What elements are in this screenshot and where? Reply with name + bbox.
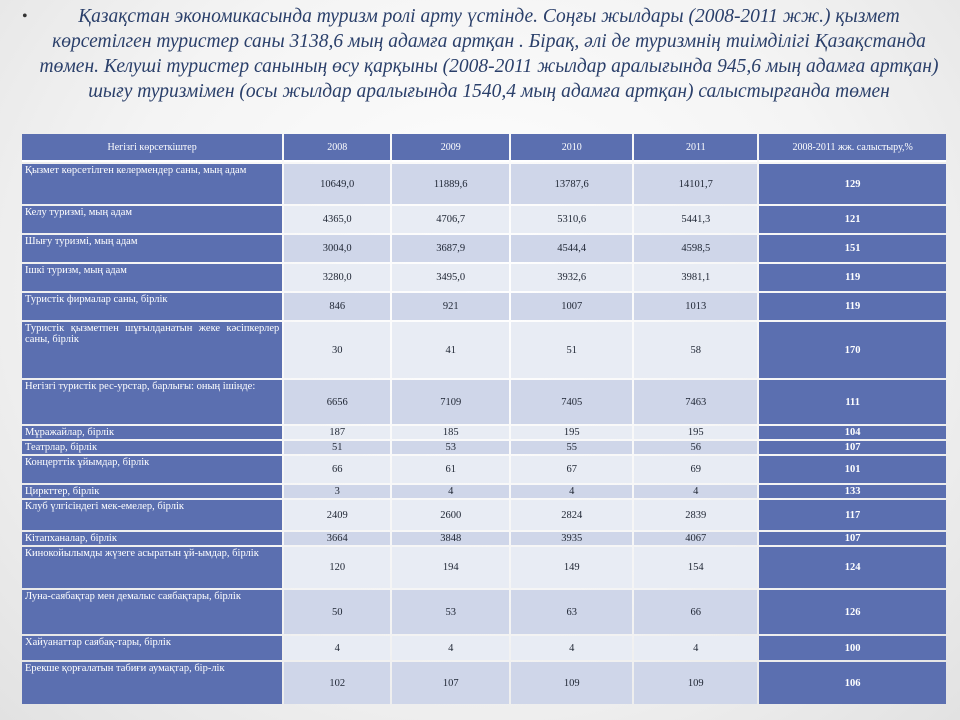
cell-year-2011: 4598,5 — [634, 235, 757, 262]
cell-comparison-percent: 119 — [759, 293, 946, 320]
row-label: Концерттік ұйымдар, бірлік — [22, 456, 282, 483]
table-row — [22, 426, 946, 439]
cell-year-2009: 3848 — [392, 532, 509, 545]
cell-year-2008: 10649,0 — [284, 164, 390, 204]
table-row — [22, 590, 946, 634]
cell-year-2008: 66 — [284, 456, 390, 483]
cell-comparison-percent: 107 — [759, 532, 946, 545]
cell-year-2008: 50 — [284, 590, 390, 634]
cell-year-2010: 2824 — [511, 500, 632, 530]
table-row — [22, 485, 946, 498]
table-row — [22, 235, 946, 262]
cell-year-2010: 4 — [511, 485, 632, 498]
table-row — [22, 547, 946, 588]
table-row — [22, 164, 946, 204]
row-label: Ерекше қорғалатын табиғи аумақтар, бір-лік — [22, 662, 282, 704]
cell-year-2009: 3687,9 — [392, 235, 509, 262]
cell-comparison-percent: 124 — [759, 547, 946, 588]
cell-year-2011: 5441,3 — [634, 206, 757, 233]
cell-comparison-percent: 119 — [759, 264, 946, 291]
cell-year-2011: 4 — [634, 636, 757, 660]
cell-comparison-percent: 129 — [759, 164, 946, 204]
cell-comparison-percent: 106 — [759, 662, 946, 704]
cell-year-2011: 3981,1 — [634, 264, 757, 291]
row-label: Луна-саябақтар мен демалыс саябақтары, бірлік — [22, 590, 282, 634]
cell-year-2010: 55 — [511, 441, 632, 454]
cell-year-2011: 56 — [634, 441, 757, 454]
cell-comparison-percent: 104 — [759, 426, 946, 439]
cell-year-2009: 7109 — [392, 380, 509, 424]
cell-comparison-percent: 100 — [759, 636, 946, 660]
table-row — [22, 206, 946, 233]
table-header-row — [22, 134, 946, 162]
row-label: Циркттер, бірлік — [22, 485, 282, 498]
cell-year-2009: 41 — [392, 322, 509, 378]
cell-year-2010: 67 — [511, 456, 632, 483]
table-row — [22, 322, 946, 378]
table-row — [22, 380, 946, 424]
cell-year-2011: 14101,7 — [634, 164, 757, 204]
intro-text: Қазақстан экономикасында туризм ролі арту үстінде. Соңғы жылдары (2008-2011 жж.) қызмет көрсетілген туристер саны 3138,6 мың адамға артқан . Бірақ, әлі де туризмнің тиімділігі Қазақстанда төмен. Келуші туристер санының өсу қарқыны (2008-2011 жылдар аралығында 945,6 мың адамға артқан) шығу туризмімен (осы жылдар аралығында 1540,4 мың адамға артқан) салыстырғанда төмен — [39, 6, 939, 102]
cell-year-2008: 3664 — [284, 532, 390, 545]
row-label: Кинокойылымды жүзеге асыратын ұй-ымдар, бірлік — [22, 547, 282, 588]
table-row — [22, 293, 946, 320]
row-label: Клуб үлгісіндегі мек-емелер, бірлік — [22, 500, 282, 530]
cell-year-2008: 102 — [284, 662, 390, 704]
cell-year-2011: 7463 — [634, 380, 757, 424]
cell-year-2010: 51 — [511, 322, 632, 378]
header-indicators: Негізгі көрсеткіштер — [22, 134, 282, 162]
header-2008: 2008 — [284, 134, 390, 162]
bullet-glyph: • — [22, 8, 28, 25]
cell-year-2010: 7405 — [511, 380, 632, 424]
table-row — [22, 264, 946, 291]
cell-comparison-percent: 170 — [759, 322, 946, 378]
cell-year-2008: 120 — [284, 547, 390, 588]
table-row — [22, 662, 946, 704]
cell-year-2008: 3280,0 — [284, 264, 390, 291]
table-row — [22, 532, 946, 545]
cell-comparison-percent: 107 — [759, 441, 946, 454]
cell-year-2008: 846 — [284, 293, 390, 320]
cell-year-2009: 2600 — [392, 500, 509, 530]
cell-year-2010: 195 — [511, 426, 632, 439]
cell-year-2010: 3935 — [511, 532, 632, 545]
tourism-indicators-table — [20, 132, 948, 706]
cell-comparison-percent: 111 — [759, 380, 946, 424]
cell-year-2011: 154 — [634, 547, 757, 588]
cell-comparison-percent: 126 — [759, 590, 946, 634]
cell-year-2008: 51 — [284, 441, 390, 454]
table-row — [22, 500, 946, 530]
cell-year-2008: 2409 — [284, 500, 390, 530]
row-label: Мұражайлар, бірлік — [22, 426, 282, 439]
row-label: Туристік қызметпен шұғылданатын жеке кәсіпкерлер саны, бірлік — [22, 322, 282, 378]
table-row — [22, 441, 946, 454]
cell-year-2010: 109 — [511, 662, 632, 704]
cell-comparison-percent: 121 — [759, 206, 946, 233]
cell-year-2008: 4 — [284, 636, 390, 660]
cell-year-2008: 4365,0 — [284, 206, 390, 233]
cell-year-2010: 13787,6 — [511, 164, 632, 204]
row-label: Кітапханалар, бірлік — [22, 532, 282, 545]
row-label: Ішкі туризм, мың адам — [22, 264, 282, 291]
cell-year-2009: 4 — [392, 485, 509, 498]
cell-year-2009: 4706,7 — [392, 206, 509, 233]
cell-year-2010: 149 — [511, 547, 632, 588]
cell-year-2009: 11889,6 — [392, 164, 509, 204]
cell-year-2011: 1013 — [634, 293, 757, 320]
row-label: Қызмет көрсетілген келермендер саны, мың адам — [22, 164, 282, 204]
cell-year-2010: 1007 — [511, 293, 632, 320]
cell-year-2008: 30 — [284, 322, 390, 378]
cell-year-2009: 921 — [392, 293, 509, 320]
cell-year-2010: 63 — [511, 590, 632, 634]
cell-year-2011: 69 — [634, 456, 757, 483]
cell-year-2009: 61 — [392, 456, 509, 483]
row-label: Шығу туризмі, мың адам — [22, 235, 282, 262]
cell-comparison-percent: 133 — [759, 485, 946, 498]
header-comparison: 2008-2011 жж. салыстыру,% — [759, 134, 946, 162]
cell-year-2011: 2839 — [634, 500, 757, 530]
cell-year-2011: 195 — [634, 426, 757, 439]
cell-year-2011: 4067 — [634, 532, 757, 545]
cell-year-2011: 66 — [634, 590, 757, 634]
cell-year-2009: 53 — [392, 590, 509, 634]
cell-comparison-percent: 151 — [759, 235, 946, 262]
cell-year-2011: 58 — [634, 322, 757, 378]
cell-year-2010: 4544,4 — [511, 235, 632, 262]
row-label: Туристік фирмалар саны, бірлік — [22, 293, 282, 320]
table-row — [22, 636, 946, 660]
cell-year-2009: 185 — [392, 426, 509, 439]
cell-year-2008: 3004,0 — [284, 235, 390, 262]
cell-year-2008: 3 — [284, 485, 390, 498]
row-label: Хайуанаттар саябақ-тары, бірлік — [22, 636, 282, 660]
cell-comparison-percent: 117 — [759, 500, 946, 530]
cell-year-2008: 6656 — [284, 380, 390, 424]
cell-year-2011: 4 — [634, 485, 757, 498]
cell-year-2009: 107 — [392, 662, 509, 704]
cell-year-2011: 109 — [634, 662, 757, 704]
row-label: Келу туризмі, мың адам — [22, 206, 282, 233]
header-2009: 2009 — [392, 134, 509, 162]
row-label: Театрлар, бірлік — [22, 441, 282, 454]
cell-year-2008: 187 — [284, 426, 390, 439]
cell-year-2009: 4 — [392, 636, 509, 660]
cell-year-2009: 53 — [392, 441, 509, 454]
intro-paragraph — [22, 4, 942, 104]
cell-comparison-percent: 101 — [759, 456, 946, 483]
cell-year-2010: 5310,6 — [511, 206, 632, 233]
row-label: Негізгі туристік рес-урстар, барлығы: оның ішінде: — [22, 380, 282, 424]
cell-year-2009: 194 — [392, 547, 509, 588]
cell-year-2010: 4 — [511, 636, 632, 660]
cell-year-2009: 3495,0 — [392, 264, 509, 291]
header-2010: 2010 — [511, 134, 632, 162]
table-row — [22, 456, 946, 483]
cell-year-2010: 3932,6 — [511, 264, 632, 291]
header-2011: 2011 — [634, 134, 757, 162]
